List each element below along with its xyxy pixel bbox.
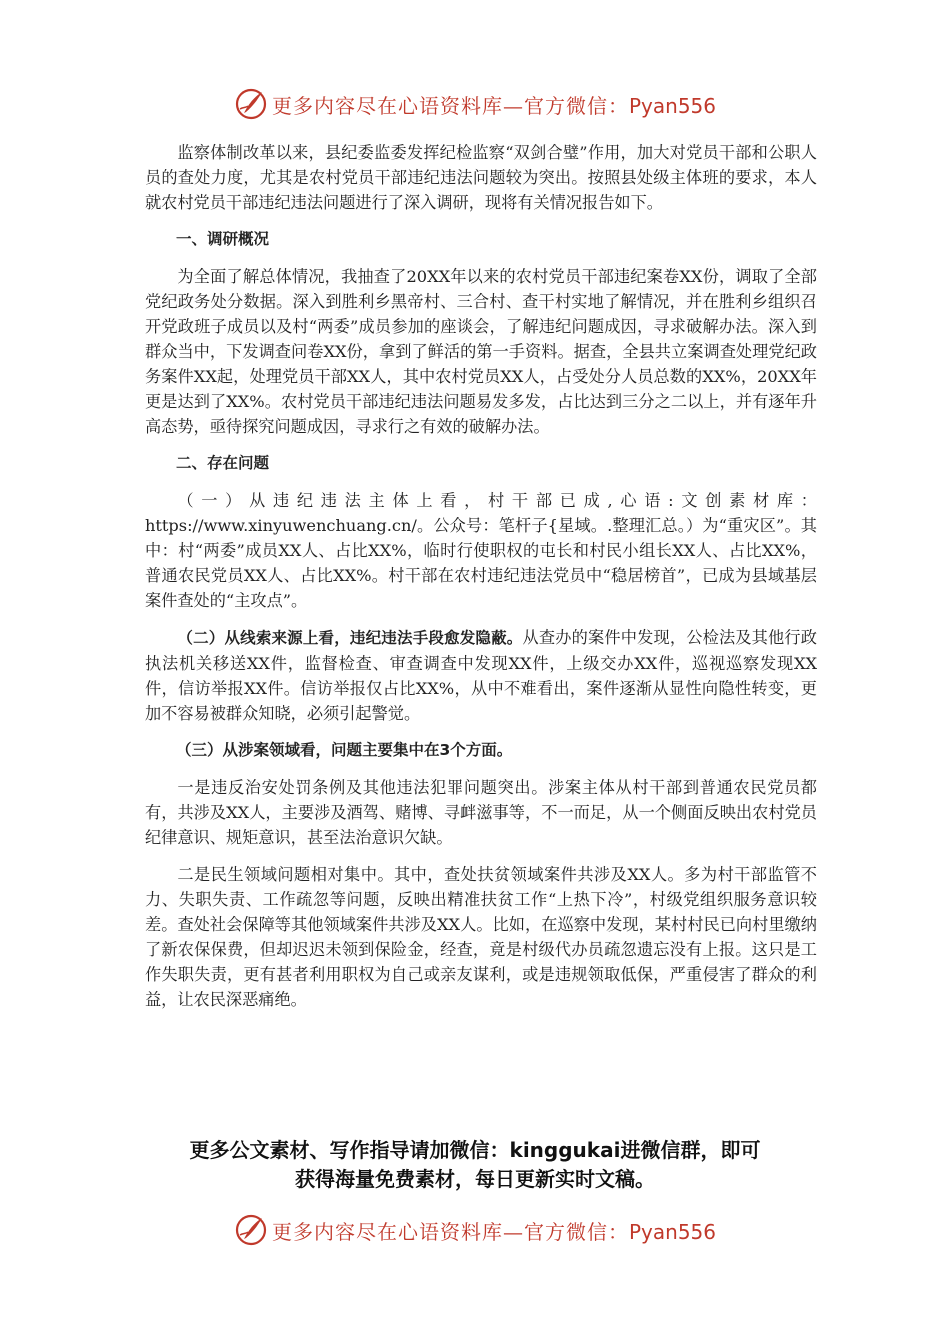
header-banner — [0, 84, 950, 124]
document-body — [145, 140, 817, 1024]
banner-text: 更多内容尽在心语资料库—官方微信：Pyan556 — [271, 93, 716, 118]
quill-logo-icon — [234, 1213, 268, 1247]
banner-text: 更多内容尽在心语资料库—官方微信：Pyan556 — [271, 1219, 716, 1244]
paragraph-1: 为全面了解总体情况，我抽查了20XX年以来的农村党员干部违纪案卷XX份，调取了全部党纪政务处分数据。深入到胜利乡黑帝村、三合村、查干村实地了解情况，并在胜利乡组织召开党政班子成员以及村“两委”成员参加的座谈会，了解违纪问题成因，寻求破解办法。深入到群众当中，下发调查问卷XX份，拿到了鲜活的第一手资料。据查，全县共立案调查处理党纪政务案件XX起，处理党员干部XX人，其中农村党员XX人，占受处分人员总数的XX%，20XX年更是达到了XX%。农村党员干部违纪违法问题易发多发，占比达到三分之二以上，并有逐年升高态势，亟待探究问题成因，寻求行之有效的破解办法。 — [145, 267, 817, 436]
paragraph-3-lead: （二）从线索来源上看，违纪违法手段愈发隐蔽。 — [177, 629, 523, 647]
promo-line-1: 更多公文素材、写作指导请加微信：kinggukai进微信群，即可 — [189, 1138, 761, 1162]
promo-line-2: 获得海量免费素材，每日更新实时文稿。 — [295, 1167, 655, 1191]
paragraph-4-heading: （三）从涉案领域看，问题主要集中在3个方面。 — [176, 741, 513, 759]
intro-paragraph: 监察体制改革以来，县纪委监委发挥纪检监察“双剑合璧”作用，加大对党员干部和公职人员的查处力度，尤其是农村党员干部违纪违法问题较为突出。按照县处级主体班的要求，本人就农村党员干部违纪违法问题进行了深入调研，现将有关情况报告如下。 — [145, 143, 817, 212]
paragraph-3 — [145, 625, 817, 726]
paragraph-2: （一）从违纪违法主体上看，村干部已成,心语:文创素材库：https://www.xinyuwenchuang.cn/。公众号：笔杆子{星域。.整理汇总。）为“重灾区”。其中：村“两委”成员XX人、占比XX%，临时行使职权的屯长和村民小组长XX人、占比XX%，普通农民党员XX人、占比XX%。村干部在农村违纪违法党员中“稳居榜首”，已成为县域基层案件查处的“主攻点”。 — [145, 491, 817, 610]
section-heading-2: 二、存在问题 — [176, 454, 270, 472]
promo-notice — [100, 1136, 850, 1194]
quill-logo-icon — [234, 87, 268, 121]
paragraph-3-body: 从查办的案件中发现，公检法及其他行政执法机关移送XX件，监督检查、审查调查中发现XX件，上级交办XX件，巡视巡察发现XX件，信访举报XX件。信访举报仅占比XX%，从中不难看出，案件逐渐从显性向隐性转变，更加不容易被群众知晓，必须引起警觉。 — [145, 628, 817, 723]
paragraph-6: 二是民生领域问题相对集中。其中，查处扶贫领域案件共涉及XX人。多为村干部监管不力、失职失责、工作疏忽等问题，反映出精准扶贫工作“上热下冷”，村级党组织服务意识较差。查处社会保障等其他领域案件共涉及XX人。比如，在巡察中发现，某村村民已向村里缴纳了新农保保费，但却迟迟未领到保险金，经查，竟是村级代办员疏忽遗忘没有上报。这只是工作失职失责，更有甚者利用职权为自己或亲友谋利，或是违规领取低保，严重侵害了群众的利益，让农民深恶痛绝。 — [145, 865, 817, 1009]
footer-banner — [0, 1210, 950, 1250]
section-heading-1: 一、调研概况 — [176, 230, 270, 248]
paragraph-5: 一是违反治安处罚条例及其他违法犯罪问题突出。涉案主体从村干部到普通农民党员都有，共涉及XX人，主要涉及酒驾、赌博、寻衅滋事等，不一而足，从一个侧面反映出农村党员纪律意识、规矩意识，甚至法治意识欠缺。 — [145, 778, 817, 847]
